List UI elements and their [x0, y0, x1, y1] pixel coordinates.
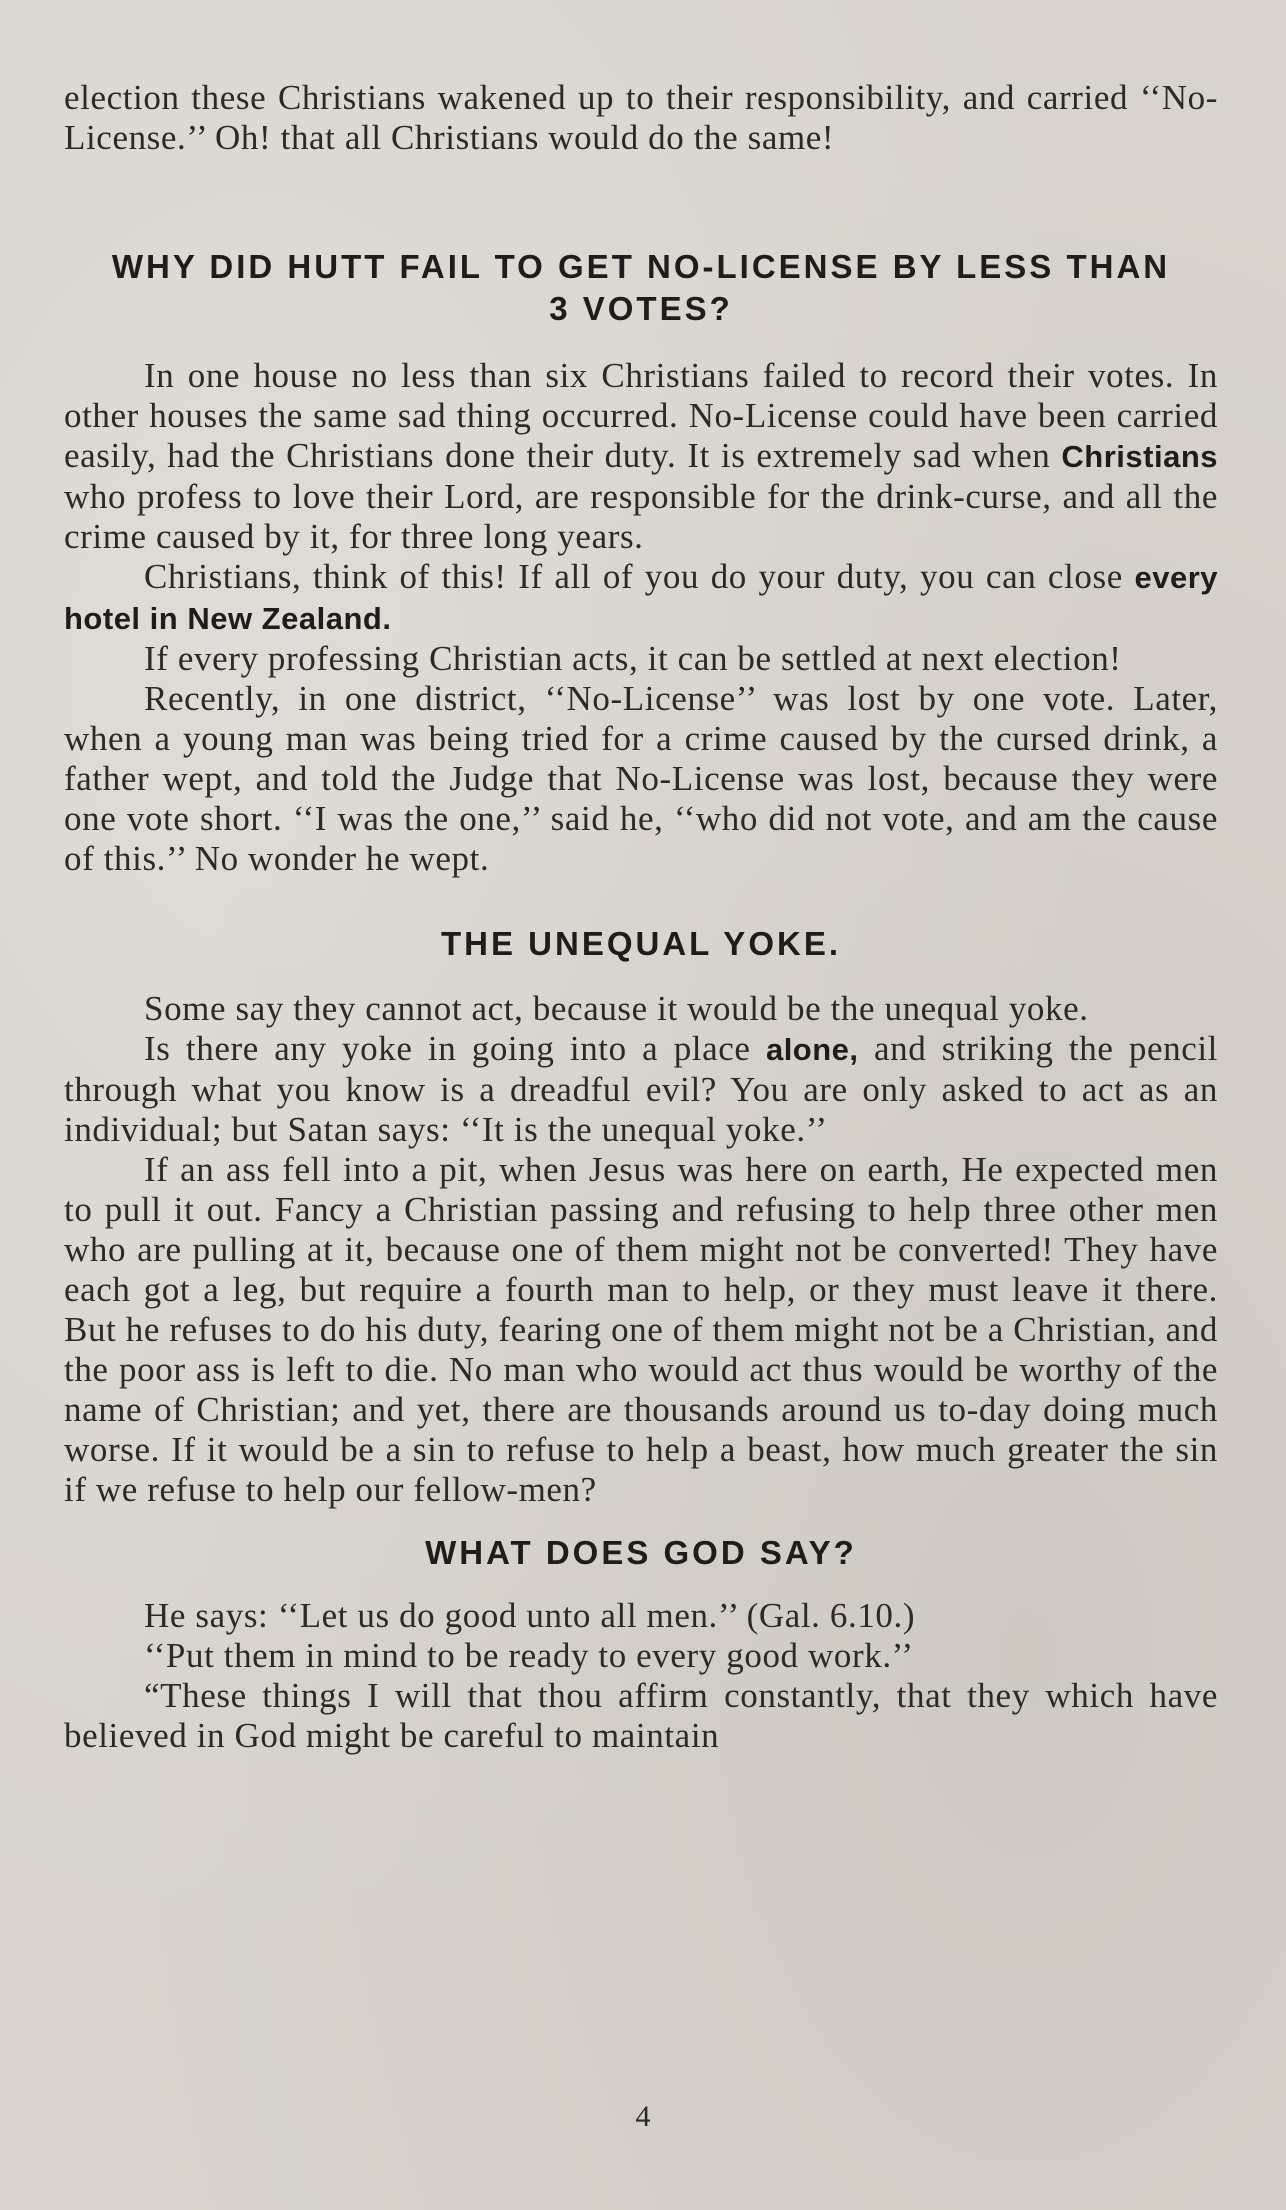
text-segment: Christians, think of this! If all of you do your duty, you can close — [144, 557, 1123, 596]
text-segment: and striking the pencil through what you know is a dreadful evil? You are only asked to act as an individual; but Satan says: ‘‘It is the unequal yoke.’’ — [64, 1029, 1218, 1149]
paragraph-one-vote: Recently, in one district, ‘‘No-License’’ was lost by one vote. Later, when a young man was being tried for a crime caused by the cursed drink, a father wept, and told the Judge that No-License was lost, because they were one vote short. ‘‘I was the one,’’ said he, ‘‘who did not vote, and am the cause of this.’’ No wonder he wept. — [64, 679, 1218, 878]
paragraph-next-election: If every professing Christian acts, it can be settled at next election! — [144, 639, 1122, 678]
paragraph-gal-quote: He says: ‘‘Let us do good unto all men.’’ (Gal. 6.10.) — [144, 1596, 916, 1635]
heading-what-does-god-say: WHAT DOES GOD SAY? — [425, 1534, 857, 1571]
text-segment: who profess to love their Lord, are responsible for the drink-curse, and all the crime caused by it, for three long years. — [64, 477, 1218, 556]
emphasis-every-hotel: every hotel in New Zealand. — [64, 560, 1218, 636]
paragraph-ass-in-pit: If an ass fell into a pit, when Jesus was here on earth, He expected men to pull it out. Fancy a Christian passing and refusing to help three other men who are pulling at it, because one of them might not be converted! They have each got a leg, but require a fourth man to help, or they must leave it there. But he refuses to do his duty, fearing one of them might not be a Christian, and the poor ass is left to die. No man who would act thus would be worthy of the name of Christian; and yet, there are thousands around us to-day doing much worse. If it would be a sin to refuse to help a beast, how much greater the sin if we refuse to help our fellow-men? — [64, 1150, 1218, 1509]
text-segment: Is there any yoke in going into a place — [144, 1029, 751, 1068]
paragraph-affirm-constantly: “These things I will that thou affirm constantly, that they which have believed in God might be careful to maintain — [64, 1676, 1218, 1755]
paragraph-continuation: election these Christians wakened up to their responsibility, and carried ‘‘No-License.’’ Oh! that all Christians would do the same! — [64, 78, 1218, 157]
paragraph-any-yoke — [64, 1029, 1218, 1150]
paragraph-cannot-act: Some say they cannot act, because it would be the unequal yoke. — [144, 989, 1089, 1028]
emphasis-alone: alone, — [765, 1032, 859, 1067]
page-number: 4 — [635, 2100, 651, 2133]
heading-unequal-yoke: THE UNEQUAL YOKE. — [441, 925, 841, 962]
text-segment: In one house no less than six Christians failed to record their votes. In other houses the same sad thing occurred. No-License could have been carried easily, had the Christians done their duty. It is extremely sad when — [64, 356, 1218, 475]
emphasis-christians: Christians — [1061, 439, 1219, 474]
heading-hutt: WHY DID HUTT FAIL TO GET NO-LICENSE BY LESS THAN 3 VOTES? — [111, 248, 1171, 327]
paragraph-good-work: ‘‘Put them in mind to be ready to every good work.’’ — [144, 1636, 914, 1675]
paragraph-think-of-this — [64, 557, 1218, 639]
paragraph-six-christians — [64, 356, 1218, 557]
